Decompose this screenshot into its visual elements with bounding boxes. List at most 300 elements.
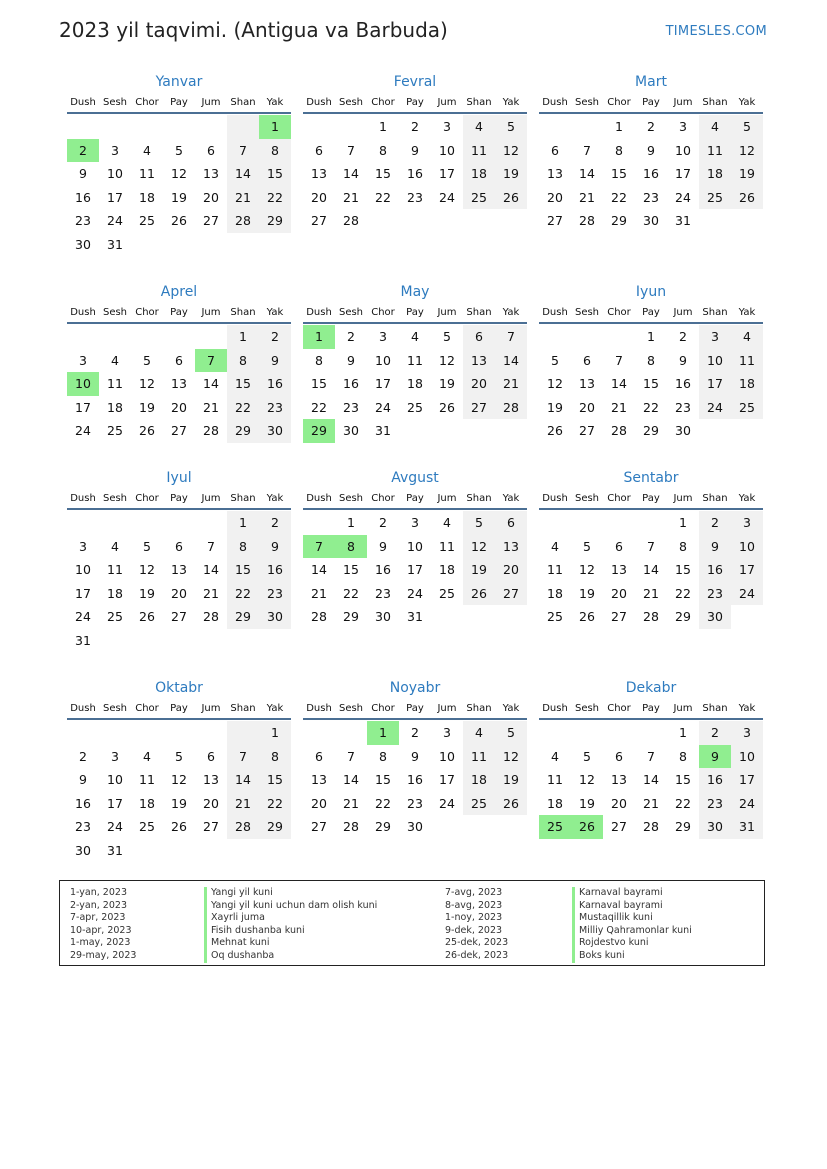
weekday-label: Shan: [230, 97, 256, 108]
day-cell: 21: [343, 795, 359, 811]
day-cell: 12: [171, 772, 187, 788]
weekday-header: [67, 302, 291, 324]
weekday-label: Dush: [542, 493, 568, 504]
day-grid: [67, 721, 291, 863]
day-cell: 1: [347, 515, 355, 530]
day-cell: 23: [699, 792, 731, 816]
day-cell: 23: [259, 582, 291, 606]
day-cell: 10: [407, 538, 423, 554]
empty-cell: [463, 815, 495, 839]
day-cell: 26: [463, 582, 495, 606]
day-cell: 28: [495, 396, 527, 420]
empty-cell: [259, 629, 291, 653]
day-cell: 24: [407, 585, 423, 601]
day-cell: 7: [583, 142, 591, 158]
day-grid: [67, 325, 291, 443]
empty-cell: [195, 233, 227, 257]
day-cell: 25: [107, 423, 123, 439]
day-cell: 5: [463, 511, 495, 535]
weekday-header: [303, 698, 527, 720]
day-cell: 1: [379, 119, 387, 134]
day-cell: 2: [699, 721, 731, 745]
day-cell: 26: [171, 819, 187, 835]
day-cell: 28: [643, 819, 659, 835]
holiday-name: Karnaval bayrami: [572, 900, 759, 913]
empty-cell: [131, 115, 163, 139]
weekday-label: Shan: [466, 493, 492, 504]
weekday-label: Pay: [642, 307, 660, 318]
empty-cell: [539, 721, 571, 745]
day-cell: 6: [463, 325, 495, 349]
day-cell: 20: [203, 189, 219, 205]
weekday-label: Jum: [437, 307, 457, 318]
day-cell: 15: [311, 376, 327, 392]
weekday-label: Yak: [266, 703, 284, 714]
day-cell: 30: [407, 819, 423, 835]
empty-cell: [195, 629, 227, 653]
holiday-date: 26-dek, 2023: [445, 950, 509, 961]
day-cell: 8: [227, 535, 259, 559]
day-cell: 29: [675, 819, 691, 835]
day-cell: 4: [443, 515, 451, 530]
day-cell: 17: [375, 376, 391, 392]
day-cell: 19: [731, 162, 763, 186]
day-cell: 5: [551, 352, 559, 368]
weekday-label: Chor: [371, 307, 395, 318]
weekday-label: Sesh: [338, 307, 364, 318]
day-cell: 11: [107, 562, 123, 578]
empty-cell: [303, 511, 335, 535]
day-grid: [539, 721, 763, 839]
empty-cell: [131, 629, 163, 653]
holiday-date: 9-dek, 2023: [445, 924, 503, 936]
day-cell: 19: [579, 585, 595, 601]
day-cell: 8: [259, 745, 291, 769]
holiday-date: 1-yan, 2023: [70, 887, 127, 898]
day-cell: 21: [343, 189, 359, 205]
day-cell: 25: [463, 186, 495, 210]
holiday-name: Mehnat kuni: [204, 937, 441, 950]
day-cell: 25: [699, 186, 731, 210]
weekday-label: Yak: [738, 307, 756, 318]
day-cell: 24: [107, 213, 123, 229]
day-cell: 30: [259, 605, 291, 629]
day-cell: 12: [495, 745, 527, 769]
day-cell: 8: [379, 748, 387, 764]
day-cell: 19: [139, 399, 155, 415]
empty-cell: [259, 839, 291, 863]
day-cell: 26: [139, 609, 155, 625]
month-sentabr: [539, 468, 763, 629]
empty-cell: [99, 721, 131, 745]
weekday-label: Pay: [170, 307, 188, 318]
month-name: Sentabr: [623, 470, 679, 486]
day-cell: 22: [343, 585, 359, 601]
month-yanvar: [67, 72, 291, 257]
day-cell: 18: [731, 372, 763, 396]
day-cell: 7: [615, 352, 623, 368]
day-cell: 15: [375, 772, 391, 788]
day-cell: 18: [139, 189, 155, 205]
day-cell: 12: [139, 562, 155, 578]
month-oktabr: [67, 678, 291, 863]
day-cell: 30: [643, 213, 659, 229]
day-cell: 29: [227, 419, 259, 443]
day-cell: 25: [547, 609, 563, 625]
day-cell: 4: [551, 748, 559, 764]
day-cell: 10: [731, 745, 763, 769]
day-cell: 8: [259, 139, 291, 163]
weekday-label: Yak: [502, 97, 520, 108]
day-cell: 29: [675, 609, 691, 625]
weekday-label: Jum: [437, 493, 457, 504]
empty-cell: [731, 419, 763, 443]
empty-cell: [227, 115, 259, 139]
day-cell: 16: [75, 189, 91, 205]
day-cell: 19: [495, 162, 527, 186]
day-cell: 24: [439, 795, 455, 811]
month-name: Iyun: [635, 284, 667, 300]
day-cell: 16: [75, 795, 91, 811]
day-cell: 11: [407, 352, 423, 368]
holiday-date: 1-may, 2023: [70, 937, 131, 949]
day-cell: 16: [643, 166, 659, 182]
day-cell: 2: [699, 511, 731, 535]
day-cell: 27: [547, 213, 563, 229]
empty-cell: [227, 629, 259, 653]
empty-cell: [195, 721, 227, 745]
day-cell: 15: [611, 166, 627, 182]
month-avgust: [303, 468, 527, 629]
day-cell: 23: [375, 585, 391, 601]
day-cell: 12: [139, 376, 155, 392]
day-cell: 30: [375, 609, 391, 625]
day-cell: 8: [315, 352, 323, 368]
empty-cell: [539, 511, 571, 535]
weekday-label: Shan: [466, 307, 492, 318]
day-cell: 27: [611, 819, 627, 835]
weekday-header: [303, 92, 527, 114]
day-cell: 14: [343, 166, 359, 182]
day-cell: 1: [259, 721, 291, 745]
day-cell: 21: [495, 372, 527, 396]
day-cell: 19: [495, 768, 527, 792]
month-dekabr: [539, 678, 763, 839]
day-cell: 27: [203, 819, 219, 835]
weekday-label: Chor: [371, 703, 395, 714]
month-name: Noyabr: [389, 680, 441, 696]
day-cell: 12: [547, 376, 563, 392]
month-iyun: [539, 282, 763, 443]
weekday-label: Yak: [738, 493, 756, 504]
weekday-label: Sesh: [338, 97, 364, 108]
day-cell: 9: [347, 352, 355, 368]
day-cell: 10: [107, 772, 123, 788]
weekday-label: Sesh: [574, 703, 600, 714]
day-cell: 9: [259, 349, 291, 373]
day-cell: 31: [107, 236, 123, 252]
empty-cell: [571, 325, 603, 349]
day-cell: 19: [579, 795, 595, 811]
empty-cell: [463, 419, 495, 443]
empty-cell: [399, 209, 431, 233]
weekday-label: Sesh: [102, 493, 128, 504]
day-cell: 6: [315, 142, 323, 158]
empty-cell: [571, 721, 603, 745]
day-cell: 9: [679, 352, 687, 368]
day-cell: 1: [615, 119, 623, 134]
day-cell: 26: [495, 792, 527, 816]
day-cell: 7: [647, 748, 655, 764]
day-cell: 2: [679, 329, 687, 344]
day-cell: 11: [699, 139, 731, 163]
weekday-label: Jum: [201, 703, 221, 714]
empty-cell: [303, 721, 335, 745]
empty-cell: [131, 511, 163, 535]
day-cell: 13: [171, 562, 187, 578]
holiday-name: Mustaqillik kuni: [572, 912, 759, 925]
day-cell: 2: [79, 748, 87, 764]
weekday-label: Dush: [306, 493, 332, 504]
holiday-date: 7-avg, 2023: [445, 887, 503, 898]
holiday-name: Yangi yil kuni uchun dam olish kuni: [204, 900, 441, 913]
day-grid: [303, 115, 527, 233]
weekday-label: Dush: [70, 493, 96, 504]
day-cell: 30: [343, 423, 359, 439]
weekday-label: Pay: [642, 493, 660, 504]
day-cell: 17: [731, 558, 763, 582]
day-cell: 9: [259, 535, 291, 559]
day-cell: 1: [679, 725, 687, 740]
day-cell: 3: [111, 748, 119, 764]
day-cell: 26: [579, 609, 595, 625]
day-cell: 8: [227, 349, 259, 373]
holiday-name: Karnaval bayrami: [572, 887, 759, 900]
day-cell: 21: [203, 399, 219, 415]
day-cell: 27: [579, 423, 595, 439]
day-cell: 3: [411, 515, 419, 530]
weekday-label: Chor: [607, 703, 631, 714]
day-cell: 25: [463, 792, 495, 816]
day-cell: 28: [227, 209, 259, 233]
day-cell: 7: [227, 745, 259, 769]
empty-cell: [431, 815, 463, 839]
day-cell: 27: [495, 582, 527, 606]
day-cell: 7: [227, 139, 259, 163]
day-cell: 2: [67, 139, 99, 163]
day-cell: 22: [375, 189, 391, 205]
day-grid: [303, 325, 527, 443]
day-cell: 12: [579, 562, 595, 578]
day-cell: 16: [407, 772, 423, 788]
weekday-label: Chor: [607, 493, 631, 504]
day-cell: 16: [699, 768, 731, 792]
weekday-label: Yak: [738, 97, 756, 108]
day-cell: 19: [439, 376, 455, 392]
weekday-header: [539, 488, 763, 510]
day-cell: 19: [139, 585, 155, 601]
day-cell: 12: [463, 535, 495, 559]
day-cell: 17: [107, 189, 123, 205]
empty-cell: [335, 721, 367, 745]
brand-link[interactable]: TIMESLES.COM: [665, 24, 767, 39]
empty-cell: [571, 115, 603, 139]
day-cell: 17: [75, 585, 91, 601]
day-cell: 15: [675, 562, 691, 578]
day-cell: 17: [407, 562, 423, 578]
day-cell: 23: [75, 213, 91, 229]
day-cell: 7: [647, 538, 655, 554]
day-cell: 3: [79, 352, 87, 368]
holiday-date: 29-may, 2023: [70, 950, 137, 961]
empty-cell: [571, 511, 603, 535]
day-cell: 25: [439, 585, 455, 601]
day-cell: 24: [731, 792, 763, 816]
weekday-label: Shan: [466, 97, 492, 108]
weekday-label: Pay: [406, 307, 424, 318]
day-cell: 22: [259, 186, 291, 210]
month-fevral: [303, 72, 527, 233]
month-mart: [539, 72, 763, 233]
day-cell: 20: [495, 558, 527, 582]
holiday-legend: [59, 880, 765, 966]
day-cell: 6: [551, 142, 559, 158]
day-cell: 9: [79, 772, 87, 788]
day-cell: 13: [495, 535, 527, 559]
day-cell: 7: [347, 142, 355, 158]
weekday-label: Dush: [542, 307, 568, 318]
day-cell: 13: [611, 562, 627, 578]
empty-cell: [227, 721, 259, 745]
weekday-label: Jum: [201, 493, 221, 504]
day-cell: 26: [171, 213, 187, 229]
day-cell: 30: [699, 605, 731, 629]
weekday-label: Dush: [70, 97, 96, 108]
day-cell: 29: [227, 605, 259, 629]
day-cell: 31: [407, 609, 423, 625]
day-cell: 14: [203, 376, 219, 392]
day-cell: 11: [731, 349, 763, 373]
weekday-label: Yak: [266, 493, 284, 504]
weekday-label: Jum: [437, 97, 457, 108]
day-cell: 22: [311, 399, 327, 415]
day-cell: 18: [547, 585, 563, 601]
day-cell: 28: [343, 213, 359, 229]
weekday-header: [67, 698, 291, 720]
day-cell: 26: [571, 815, 603, 839]
day-cell: 1: [679, 515, 687, 530]
weekday-header: [303, 302, 527, 324]
day-cell: 10: [375, 352, 391, 368]
weekday-label: Pay: [170, 703, 188, 714]
day-cell: 28: [203, 423, 219, 439]
day-cell: 30: [259, 419, 291, 443]
weekday-label: Shan: [230, 307, 256, 318]
weekday-label: Dush: [542, 97, 568, 108]
day-cell: 24: [439, 189, 455, 205]
empty-cell: [163, 511, 195, 535]
empty-cell: [495, 605, 527, 629]
day-cell: 23: [407, 795, 423, 811]
day-cell: 14: [643, 562, 659, 578]
day-cell: 26: [495, 186, 527, 210]
day-cell: 6: [615, 538, 623, 554]
empty-cell: [131, 233, 163, 257]
day-cell: 6: [207, 748, 215, 764]
day-cell: 7: [347, 748, 355, 764]
day-grid: [303, 511, 527, 629]
day-cell: 4: [111, 352, 119, 368]
day-cell: 26: [731, 186, 763, 210]
day-cell: 18: [547, 795, 563, 811]
day-cell: 11: [547, 772, 563, 788]
day-cell: 5: [495, 115, 527, 139]
weekday-label: Dush: [542, 703, 568, 714]
day-cell: 28: [343, 819, 359, 835]
empty-cell: [227, 233, 259, 257]
holiday-date: 8-avg, 2023: [445, 899, 503, 911]
day-cell: 22: [227, 396, 259, 420]
day-cell: 18: [107, 399, 123, 415]
day-cell: 27: [203, 213, 219, 229]
day-cell: 13: [311, 166, 327, 182]
day-cell: 29: [259, 815, 291, 839]
legend-row: [60, 950, 764, 963]
day-cell: 27: [463, 396, 495, 420]
holiday-date: 7-apr, 2023: [70, 912, 126, 924]
weekday-header: [303, 488, 527, 510]
day-cell: 14: [203, 562, 219, 578]
day-cell: 31: [731, 815, 763, 839]
day-cell: 9: [411, 142, 419, 158]
day-cell: 10: [699, 349, 731, 373]
day-cell: 9: [379, 538, 387, 554]
day-cell: 19: [463, 558, 495, 582]
weekday-label: Yak: [502, 493, 520, 504]
day-cell: 3: [379, 329, 387, 344]
day-cell: 29: [259, 209, 291, 233]
day-cell: 22: [675, 585, 691, 601]
day-cell: 24: [75, 609, 91, 625]
empty-cell: [603, 721, 635, 745]
empty-cell: [431, 209, 463, 233]
day-cell: 16: [699, 558, 731, 582]
day-cell: 25: [731, 396, 763, 420]
weekday-label: Jum: [201, 307, 221, 318]
day-cell: 14: [495, 349, 527, 373]
day-cell: 6: [615, 748, 623, 764]
day-cell: 10: [675, 142, 691, 158]
holiday-name: Fisih dushanba kuni: [204, 925, 441, 938]
day-cell: 18: [463, 768, 495, 792]
day-cell: 2: [647, 119, 655, 134]
empty-cell: [603, 325, 635, 349]
day-cell: 21: [227, 186, 259, 210]
day-cell: 24: [675, 189, 691, 205]
month-name: Yanvar: [155, 74, 203, 90]
day-cell: 29: [611, 213, 627, 229]
day-cell: 2: [379, 515, 387, 530]
day-cell: 6: [315, 748, 323, 764]
weekday-label: Jum: [201, 97, 221, 108]
day-cell: 14: [227, 162, 259, 186]
day-cell: 3: [679, 119, 687, 134]
day-cell: 17: [75, 399, 91, 415]
empty-cell: [163, 721, 195, 745]
weekday-label: Shan: [466, 703, 492, 714]
day-cell: 21: [579, 189, 595, 205]
empty-cell: [163, 115, 195, 139]
